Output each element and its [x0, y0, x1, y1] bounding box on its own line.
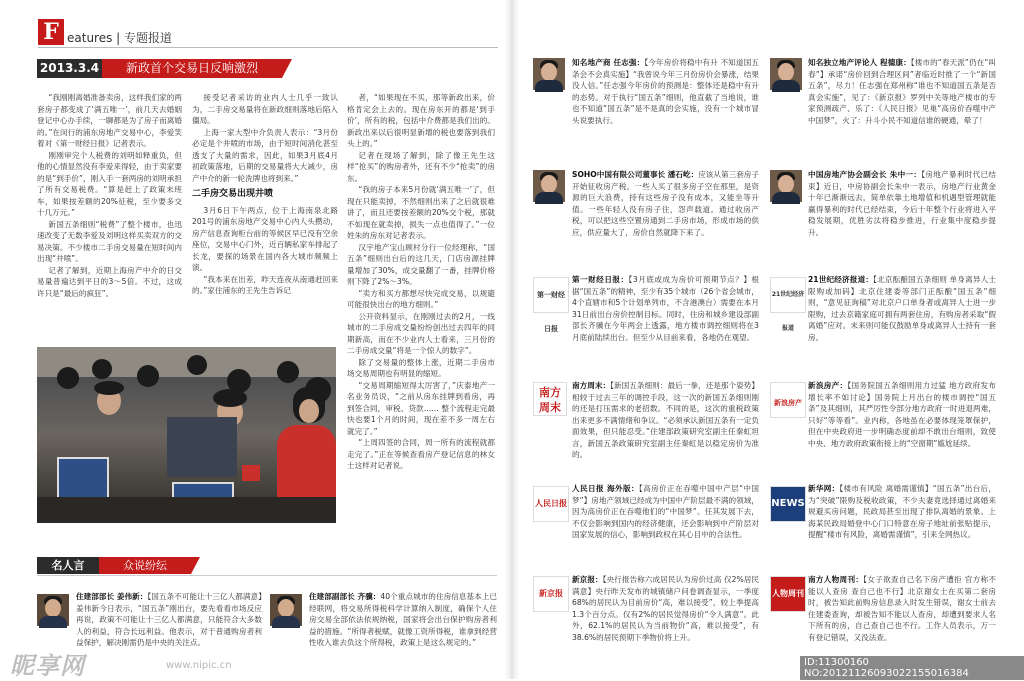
newspaper-logo: 南方周末	[533, 382, 567, 416]
quotes-divider	[37, 575, 497, 576]
commentary-item	[808, 274, 996, 366]
paragraph: “上周四签的合同，周一所有的流程就都走完了。”正在等候查看房产登记信息的林女士这样对记者说。	[347, 438, 495, 470]
commentary-source: 新华网：	[808, 484, 840, 493]
paragraph: 记者在现场了解到，除了像王先生这样“抢买”的购房者外，还有不少“抢卖”的房东。	[347, 150, 495, 183]
paragraph: “卖方和买方都想尽快完成交易，以规避可能很快出台的地方细则。”	[347, 288, 495, 309]
commentary-source: 21世纪经济报道：	[808, 275, 874, 284]
commentary-text: 【国务院国五条细则用力过猛 地方政府发布增长率不如讨论】国务院上月出台的楼市调控“国五条”及其细则，其严厉性令部分地方政府一时进退两难，只好“等等看”。业内称，各地虽在必要体现笼罩保护，但在中央政府进一步明确态度前却不敢出台细则，致使中央、地方政府政策衔接上的“空窗期”尴尬延续。	[808, 381, 996, 448]
commentary-text: 【央行报告称六成居民认为房价过高 仅2%居民满意】央行昨天发布的城镇储户问卷调查显示，一季度68%的居民认为目前房价“高，难以接受”，较上季提高1.3个百分点。仅有2%的居民觉得房价“令人满意”。此外，62.1%的居民认为当前物价“高，难以接受”，有38.6%的居民预期下季物价将上升。	[572, 575, 759, 642]
quote-text: 40个重点城市的住房信息基本上已经联网，将交易所得税科学计算纳入制度，确保个人住房交易全部依法依规纳税，国家将会出台保护购房者利益的措施。“所得者税赋，就像工资所得税，谁拿到经营性收入谁去负这个所得税，政策上是这么规定的。”	[309, 592, 497, 647]
quote-text: 【国五条不可能让十三亿人都满意】姜伟新今日表示，“国五条”刚出台，要先看看市场反应再说，政策不可能让十三亿人都满意，只能符合大多数人的利益，符合长远利益。他表示，对于普通购房者利益保护，解决刚需仍是中央的关注点。	[76, 592, 262, 647]
subheading: 二手房交易出现井喷	[192, 189, 274, 199]
crowd-photo	[37, 347, 336, 523]
newspaper-logo: 21世纪经济报道	[770, 277, 806, 313]
article-date: 2013.3.4	[37, 59, 102, 78]
paragraph: 上海一家大型中介负责人表示：“3月份必定是个井喷的市场，由于短时间消化甚至透支了大量的需求，因此，如果3月底4月初政策落地，后期的交易量将大大减少，房产中介的新一轮洗牌也将到来。”	[192, 127, 338, 183]
paragraph: 3月6日下午两点，位于上海南泉北路201号的浦东房地产交易中心内人头攒动，房产信息查询柜台前的等候区早已没有空余座位，交易中心门外，近百辆私家车排起了长龙，要探的场景在国内各大城市频频上演。	[192, 205, 338, 272]
newspaper-logo: 新浪房产	[770, 382, 806, 418]
commentary-text: 应该从第三套房子开始征收房产税。一些人买了很多房子空在那里，是资源的巨大浪费，持有这些房子没有成本，又能坐等升值。一些年轻人没有房子住，怨声载道。通过收房产税，可以把这些空置房通到二手房市场，形成市场的供应，供应量大了，房价自然就降下来了。	[572, 170, 759, 237]
commentary-source: 南方周末：	[572, 381, 611, 390]
commentary-text: 【高房价正在吞噬中国中产层“中国梦”】房地产领域已经成为中国中产阶层最不满的领域，因为高房价正在吞噬他们的“中国梦”。任其发展下去，不仅会影响到国内的经济健康，还会影响到中产阶层对国家发展的信心，影响到政权在其心目中的合法性。	[572, 484, 759, 539]
page-gutter	[505, 0, 519, 679]
commentary-item	[572, 574, 759, 666]
commentary-text: 【3月底或成为房价可预期节点？】根据“国五条”的精神，至少有35个城市（26个省会城市，4个直辖市和5个计划单列市，不含港澳台）需要在本月31日前出台房价控制目标。同时，住房和城乡建设部副部长齐骥在今年两会上透露，地方楼市调控细则将在3月底前陆续出台。但至少从目前来看，各地仍在观望。	[572, 275, 760, 342]
commentary-item	[808, 380, 996, 472]
commentary-text: 【楼市的“春天派”仍在“叫春”】承诺“房价回到合理区间”者临近时推了一个“新国五条”，尽力！任志强在郑州称“谁也不知道国五条是否真会实施”，见了：《新京报》罗列中关等地产楼市的专家预测疏产、乐了：《人民日报》见巢“高房价吞噬中产中国梦”，火了：升斗小民不知道信谁的硬通，晕了！	[808, 58, 996, 125]
commentary-source: 知名独立地产评论人 程德康：	[808, 58, 911, 67]
commentary-item	[572, 169, 759, 261]
features-logo: F	[38, 19, 64, 45]
avatar	[770, 170, 802, 202]
commentary-item	[808, 57, 996, 161]
paragraph: 新国五条细则“税费”了整个楼市，也迅速改变了无数李爱及刘明这样买卖双方的交易决策。不少楼市二手房交易量在短时间内出现“井喷”。	[37, 219, 182, 263]
commentary-item	[572, 274, 759, 366]
commentary-source: SOHO中国有限公司董事长 潘石屹：	[572, 170, 699, 179]
article-column-2	[192, 92, 338, 342]
watermark-id: ID:11300160 NO:20121126093022155016384	[800, 656, 1024, 680]
paragraph: 刚刚审完个人税费的刘明如释重负，但他的心情显然没有李爱来得轻，由于卖家要的是“到手价”，刚入手一套两房的刘明承担了所有交易税费。“算是赶上了政策末班车，如果按差额的20%征税，至少要多交十几万元。”	[37, 150, 182, 217]
avatar	[270, 594, 302, 626]
commentary-source: 中国房地产协会副会长 朱中一：	[808, 170, 922, 179]
commentary-text: 【北京酝酿国五条细则 单身离异人士限购或加码】北京住建委等部门正酝酿“国五条”细则，“意见征询稿”对北京户口单身者或离异人士进一步限购，过去京籍家庭可拥有两套住房，有购房者采取“假离婚”应对。未来则可能仅鼓励单身或离异人士持有一套房。	[808, 275, 996, 342]
commentary-item	[572, 57, 759, 161]
avatar	[533, 170, 565, 202]
paragraph: “我本来在出差，昨天连夜从南通赶回来的。”家住浦东的王先生告诉记	[192, 274, 338, 295]
article-title: 新政首个交易日反响激烈	[102, 59, 282, 78]
article-column-3	[347, 92, 495, 523]
commentary-source: 南方人物周刊：	[808, 575, 864, 584]
commentary-text: 【楼市有风险 离婚需谨慎】“国五条”出台后，为“突破”限购及税收政策，不少夫妻竟选择通过离婚来规避买房问题，民政局甚至出现了排队离婚的景象。上海某民政局婚登中心门口特意在房子地址前张贴提示，提醒“楼市有风险，离婚需谨慎”，引来全网热议。	[808, 484, 997, 539]
commentary-text: 【房地产暴利时代已结束】近日，中房协副会长朱中一表示，房地产行业黄金十年已渐渐远去，简单依靠土地增值和机遇型管理就能赢得暴利的时代已经结束，今后十年整个行业将进入平稳发展期，优胜劣汰将稳步推进，行业集中度稳步提升。	[808, 170, 996, 237]
avatar	[37, 594, 69, 626]
commentary-item	[808, 483, 996, 563]
newspaper-logo: 新京报	[533, 576, 569, 612]
quotes-bar-tail	[191, 557, 200, 574]
paragraph: “我刚刚离婚准备卖房，这样我们家的两套房子都变成了‘满五唯一’，前几天去婚姻登记中心办手续，一聊都是为了房子而离婚的。”在闵行的浦东房地产交易中心，李爱笑着对《第一财经日报》记者表示。	[37, 93, 182, 148]
paragraph: 接受记者采访的业内人士几乎一致认为，二手房交易量将在新政细则落地后陷入僵局。	[192, 93, 338, 125]
quote-speaker: 住建部副部长 齐骥：	[309, 592, 381, 601]
paragraph: 汉宇地产宝山顾村分行一位经理称，“国五条”细则出台后的这几天，门店房源挂牌量增加了30%，成交量翻了一番，挂牌价格则下降了2%～3%。	[347, 242, 495, 286]
quotes-title: 众说纷纭	[99, 557, 191, 574]
commentary-item	[808, 574, 996, 650]
paragraph: 记者了解到，近期上海房产中介的日交易量普遍达到平日的3～5倍。不过，这成许只是“最后的疯狂”。	[37, 265, 182, 298]
commentary-item	[572, 483, 759, 563]
commentary-source: 知名地产商 任志强：	[572, 58, 645, 67]
commentary-source: 第一财经日报：	[572, 275, 629, 284]
commentary-item	[572, 380, 759, 472]
commentary-source: 新浪房产：	[808, 381, 848, 390]
commentary-text: 【女子欲查自己名下房产遭拒 官方称不能以人查房 查自己也不行】北京谢女士在买第二套房时，被告知此前购房信息录入时发生错误，谢女士前去住建委查询，却被告知不能以人查房，却遭到要求人名下所有的房，自己查自己也不行。工作人员表示，万一有登记错误，又没法查。	[808, 575, 996, 642]
commentary-text: 【今年房价将稳中有升 不知道国五条会不会真实施】“我曾说今年三月份房价会暴涨，结果没人信。”任志强今年房价的预测是：整体还是稳中有升的态势。对于执行“国五条”细则，他直截了当地说，谁也不知道“国五条”是不是真的会实施，没有一个城市冒头说要执行。	[572, 58, 759, 125]
commentary-item	[808, 169, 996, 261]
quotes-label: 名人言	[37, 557, 99, 574]
newspaper-logo: 人民日报	[533, 486, 569, 522]
watermark-brand: 昵享网	[10, 652, 85, 680]
newspaper-logo: NEWS	[770, 486, 806, 522]
avatar	[533, 58, 565, 90]
newspaper-logo: 第一财经日报	[533, 277, 569, 313]
header-divider	[38, 47, 498, 48]
commentary-source: 新京报：	[572, 575, 603, 584]
commentary-source: 人民日报 海外版：	[572, 484, 639, 493]
quote-item	[309, 591, 497, 667]
paragraph: 除了交易量的整体上涨，近期二手房市场交易周期也有明显的缩短。	[347, 357, 495, 378]
paragraph: 者，“如果现在不买，那等新政出来，价格肯定会上去的。现在房东开的都是‘到手价’，所有的税，包括中介费都是我们出的。新政出来以后很明显新增的税也要落到我们头上的。”	[347, 93, 495, 148]
quote-item	[76, 591, 262, 651]
title-bar-tail	[282, 59, 292, 78]
paragraph: “交易周期缩短得太厉害了，”庆泰地产一名业务员说，“之前从房东挂牌到看房，再到签合同，审税、贷款…… 整个流程走完最快也要1个月的时间，现在差不多一周左右就完了。”	[347, 380, 495, 436]
watermark-url: www.nipic.cn	[166, 660, 232, 671]
article-column-1	[37, 92, 182, 342]
paragraph: 公开资料显示，在刚刚过去的2月，一线城市的二手房成交量纷纷创出过去四年的同期新高，而在不少业内人士看来，三月份的二手房成交量“将是一个惊人的数字”。	[347, 311, 495, 355]
quote-speaker: 住建部部长 姜伟新：	[76, 592, 148, 601]
paragraph: “我的房子本来5月份就‘满五唯一’了，但现在只能卖掉，不然细则出来了之后就很难讲了，而且还要按差额的20%交个税，那就不如现在就卖掉，损失一点也值得了。”一位姓朱的房东对记者表示。	[347, 185, 495, 240]
section-header: eatures | 专题报道	[67, 31, 173, 45]
newspaper-logo: 人物周刊	[770, 576, 806, 612]
commentary-text: 【新国五条细则：最后一拳，还是那个姿势】相较于过去三年的调控手段，这一次的新国五条细则刚的还是打压需求的老招数。不同的是，这次的重税政策出来更多不满情绪和争议。“必须承认新国五条有一定负面效果，但只能忍受。”住建部政策研究室副主任秦虹坦言，新国五条政策研究室副主任秦虹是以稳定房价为准的。	[572, 381, 759, 459]
avatar	[770, 58, 802, 90]
